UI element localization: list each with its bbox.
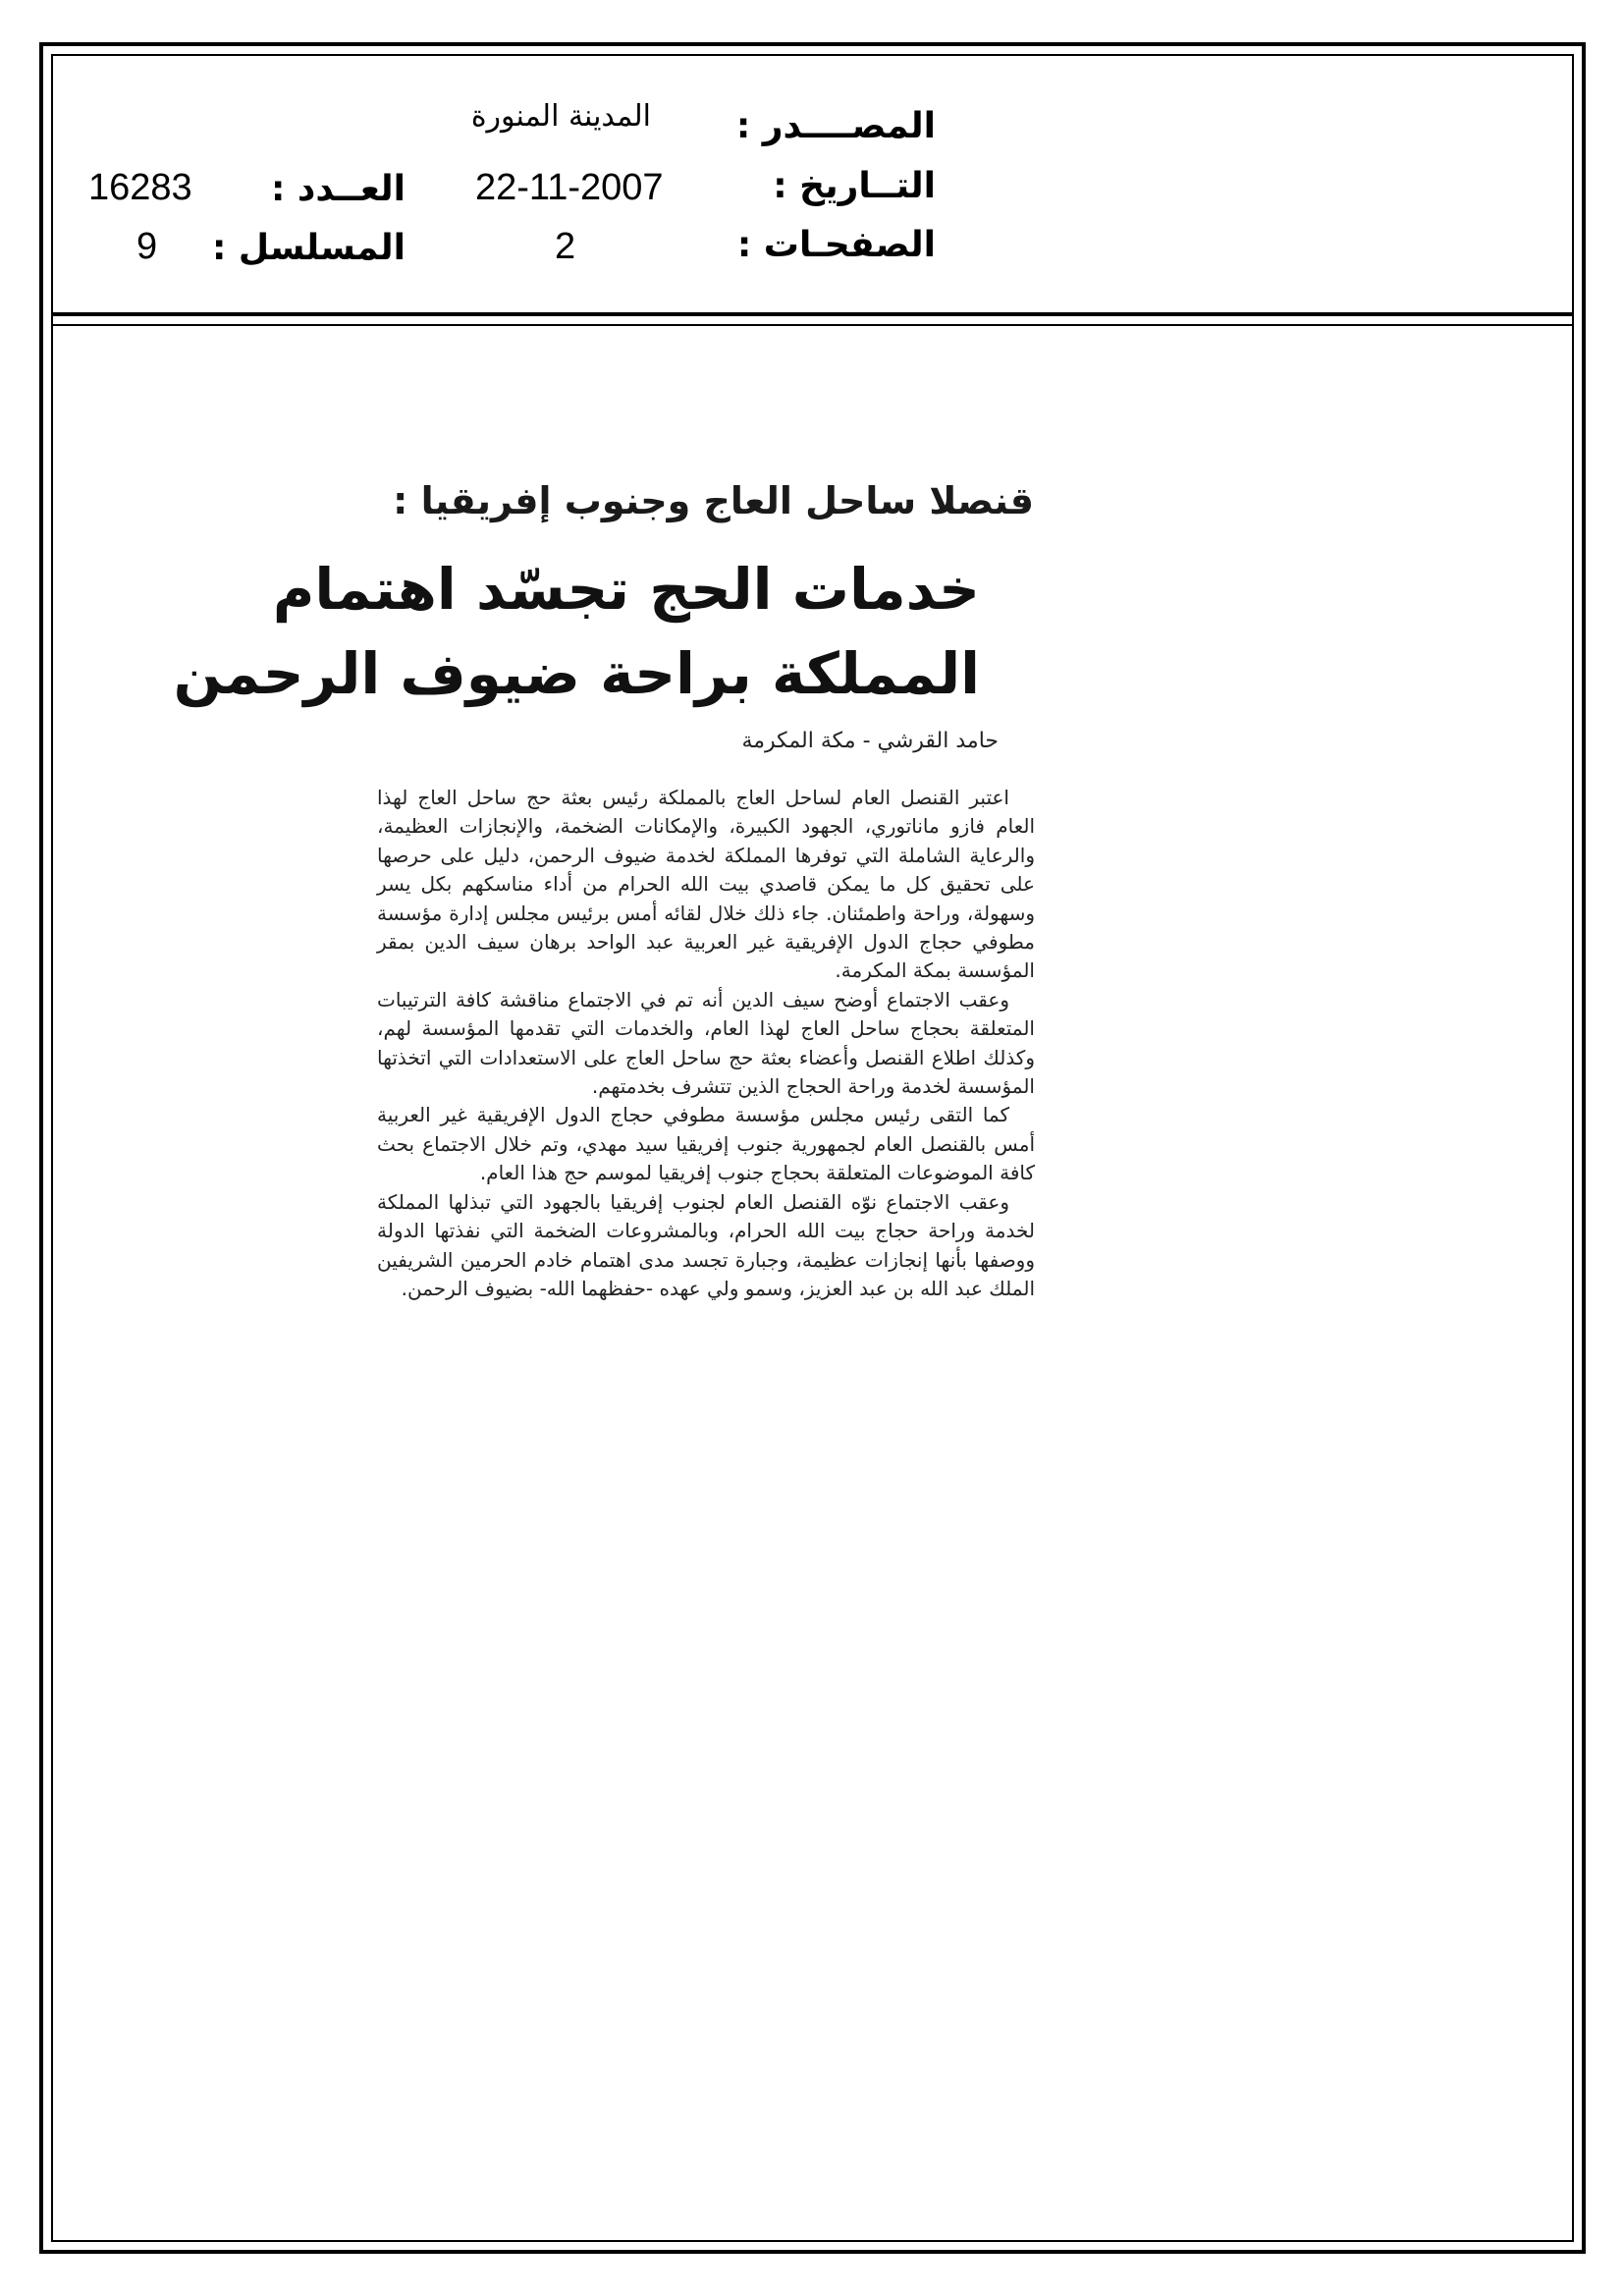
issue-value: 16283	[88, 167, 192, 208]
article-paragraph: كما التقى رئيس مجلس مؤسسة مطوفي حجاج الدول الإفريقية غير العربية أمس بالقنصل العام لجمهورية جنوب إفريقيا سيد مهدي، وتم خلال الاجتماع بحث كافة الموضوعات المتعلقة بحجاج جنوب إفريقيا لموسم حج هذا العام.	[377, 1103, 1035, 1185]
article-paragraph: وعقب الاجتماع نوّه القنصل العام لجنوب إفريقيا بالجهود التي تبذلها المملكة لخدمة وراحة حجاج بيت الله الحرام، وبالمشروعات الضخمة التي نفذتها الدولة ووصفها بأنها إنجازات عظيمة، وجبارة تجسد مدى اهتمام خادم الحرمين الشريفين الملك عبد الله بن عبد العزيز، وسمو ولي عهده -حفظهما الله- بضيوف الرحمن.	[377, 1189, 1035, 1300]
source-value: المدينة المنورة	[470, 99, 651, 134]
serial-label: المسلسل :	[211, 228, 406, 268]
pages-label: الصفحـات :	[736, 225, 936, 265]
article-paragraph: اعتبر القنصل العام لساحل العاج بالمملكة رئيس بعثة حج ساحل العاج لهذا العام فازو ماناتوري، الجهود الكبيرة، والإمكانات الضخمة، والإنجازات العظيمة، والرعاية الشاملة التي توفرها المملكة لخدمة ضيوف الرحمن، دليل على حرصها على تحقيق كل ما يمكن قاصدي بيت الله الحرام من أداء مناسكهم بكل يسر وسهولة، وراحة واطمئنان. جاء ذلك خلال لقائه أمس برئيس مجلس إدارة مؤسسة مطوفي حجاج الدول الإفريقية غير العربية عبد الواحد برهان سيف الدين بمقر المؤسسة بمكة المكرمة.	[377, 786, 1035, 983]
header-divider-thin	[51, 324, 1574, 326]
headline-line-1: خدمات الحج تجسّد اهتمام	[272, 556, 980, 623]
article-kicker: قنصلا ساحل العاج وجنوب إفريقيا :	[393, 479, 1034, 522]
header-divider-thick	[51, 312, 1574, 316]
issue-label: العــدد :	[271, 169, 406, 209]
date-label: التــاريخ :	[773, 166, 936, 206]
source-label: المصــــدر :	[735, 106, 936, 146]
headline-line-2: المملكة براحة ضيوف الرحمن	[173, 640, 980, 707]
pages-value: 2	[555, 226, 576, 267]
article-body	[377, 784, 1035, 1303]
article-paragraph: وعقب الاجتماع أوضح سيف الدين أنه تم في الاجتماع مناقشة كافة الترتيبات المتعلقة بحجاج ساحل العاج لهذا العام، والخدمات التي تقدمها المؤسسة لهم، وكذلك اطلاع القنصل وأعضاء بعثة حج ساحل العاج على الاستعدادات التي اتخذتها المؤسسة لخدمة وراحة الحجاج الذين تتشرف بخدمتهم.	[377, 987, 1035, 1099]
serial-value: 9	[136, 226, 158, 267]
article-byline: حامد القرشي - مكة المكرمة	[741, 729, 999, 753]
date-value: 22-11-2007	[475, 167, 664, 208]
